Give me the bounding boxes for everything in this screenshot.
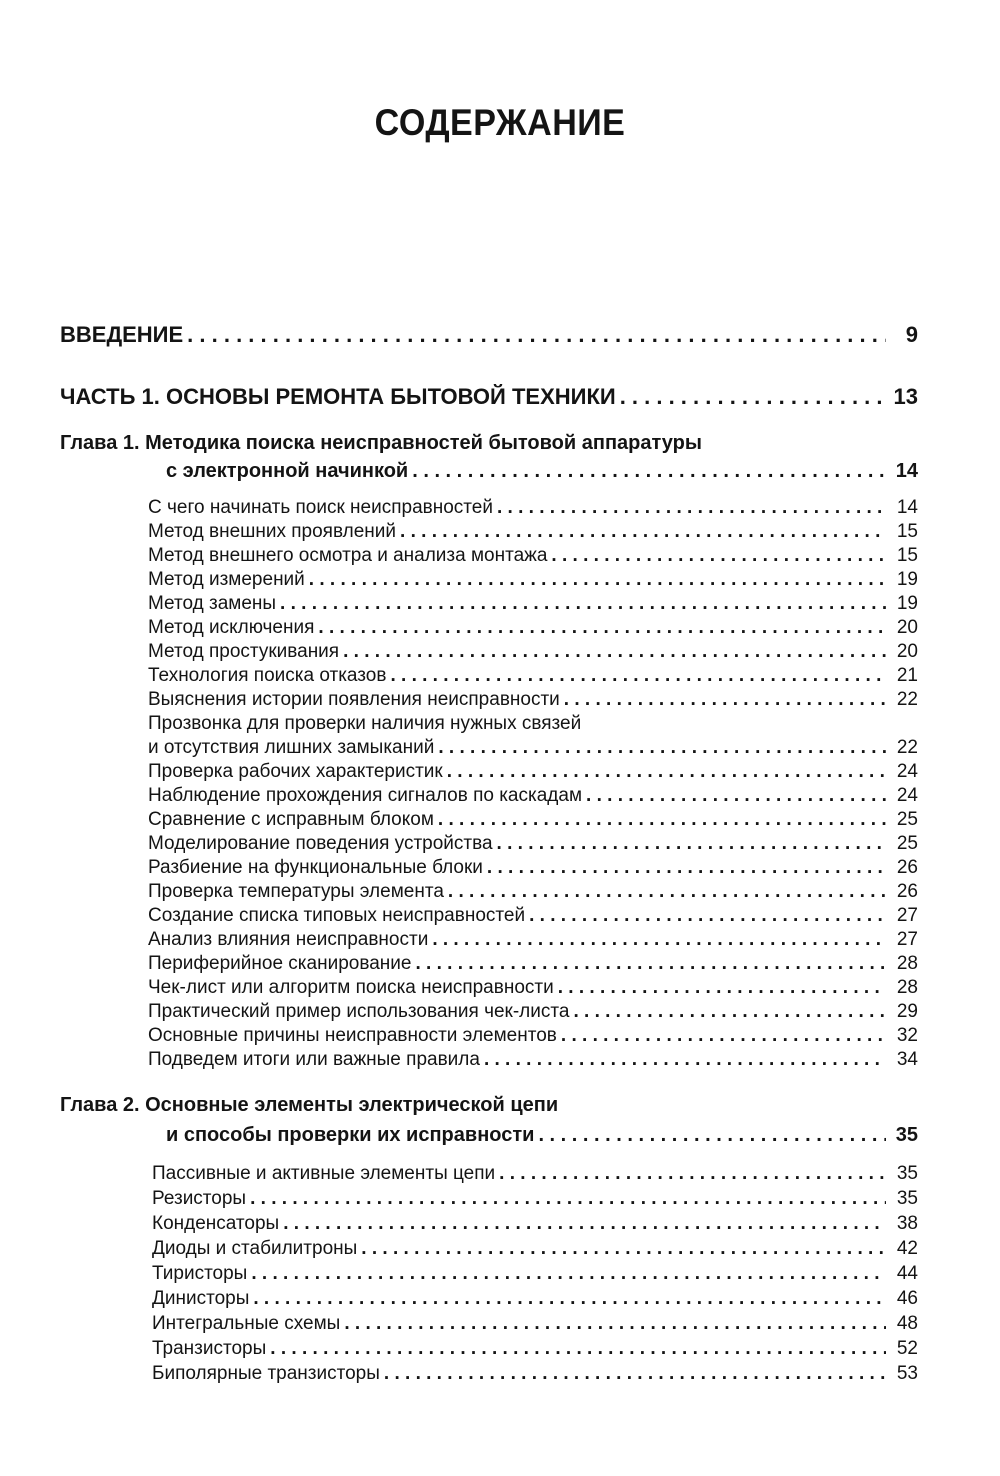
toc-item[interactable]: Метод исключения . . . 20	[148, 617, 918, 639]
toc-item[interactable]: Тиристоры . . . 44	[152, 1263, 918, 1285]
toc-entry-chapter2[interactable]	[166, 1124, 918, 1147]
toc-item[interactable]: Интегральные схемы . . . 48	[152, 1313, 918, 1335]
chapter2-title-line1[interactable]: Глава 2. Основные элементы электрической цепи	[60, 1094, 559, 1116]
toc-entry-title: с электронной начинкой	[166, 460, 409, 482]
toc-item[interactable]: и отсутствия лишних замыканий . . . 22	[148, 737, 918, 759]
toc-entry-chapter1[interactable]	[166, 460, 918, 483]
toc-item[interactable]: Конденсаторы . . . 38	[152, 1213, 918, 1235]
toc-item[interactable]: Проверка рабочих характеристик . . . 24	[148, 761, 918, 783]
toc-entry-page: 35	[895, 1124, 918, 1146]
toc-item[interactable]: Сравнение с исправным блоком . . . 25	[148, 809, 918, 831]
toc-item[interactable]: Создание списка типовых неисправностей . . . 27	[148, 905, 918, 927]
toc-item[interactable]: Диоды и стабилитроны . . . 42	[152, 1238, 918, 1260]
toc-item[interactable]: С чего начинать поиск неисправностей . . . 14	[148, 497, 918, 519]
chapter1-title-line1[interactable]: Глава 1. Методика поиска неисправностей бытовой аппаратуры	[60, 432, 702, 454]
toc-entry-title: и способы проверки их исправности	[166, 1124, 535, 1146]
toc-item[interactable]: Периферийное сканирование . . . 28	[148, 953, 918, 975]
toc-item[interactable]: Биполярные транзисторы . . . 53	[152, 1363, 918, 1385]
toc-item[interactable]: Технология поиска отказов . . . 21	[148, 665, 918, 687]
toc-item[interactable]: Анализ влияния неисправности . . . 27	[148, 929, 918, 951]
toc-item[interactable]: Метод внешних проявлений . . . 15	[148, 521, 918, 543]
toc-item-line1[interactable]: Прозвонка для проверки наличия нужных связей	[148, 713, 582, 734]
toc-item[interactable]: Наблюдение прохождения сигналов по каскадам . . . 24	[148, 785, 918, 807]
toc-item[interactable]: Метод замены . . . 19	[148, 593, 918, 615]
toc-entry-page: 14	[895, 460, 918, 482]
toc-item[interactable]: Практический пример использования чек-листа . . . 29	[148, 1001, 918, 1023]
toc-item[interactable]: Подведем итоги или важные правила . . . 34	[148, 1049, 918, 1071]
toc-entry-page: 13	[893, 384, 918, 409]
page-title: СОДЕРЖАНИЕ	[374, 102, 626, 143]
toc-item[interactable]: Выяснения истории появления неисправности . . . 22	[148, 689, 918, 711]
toc-item[interactable]: Метод измерений . . . 19	[148, 569, 918, 591]
toc-item[interactable]: Динисторы . . . 46	[152, 1288, 918, 1310]
toc-entry-title: ЧАСТЬ 1. ОСНОВЫ РЕМОНТА БЫТОВОЙ ТЕХНИКИ	[60, 384, 616, 409]
toc-entry-page: 9	[905, 322, 918, 347]
toc-item[interactable]: Основные причины неисправности элементов . . . 32	[148, 1025, 918, 1047]
toc-entry-part1[interactable]	[60, 384, 918, 410]
toc-item[interactable]: Пассивные и активные элементы цепи . . . 35	[152, 1163, 918, 1185]
toc-item[interactable]: Проверка температуры элемента . . . 26	[148, 881, 918, 903]
toc-entry-intro[interactable]	[60, 322, 918, 348]
toc-item[interactable]: Разбиение на функциональные блоки . . . 26	[148, 857, 918, 879]
toc-item[interactable]: Метод внешнего осмотра и анализа монтажа . . . 15	[148, 545, 918, 567]
toc-entry-title: ВВЕДЕНИЕ	[60, 322, 184, 347]
toc-item[interactable]: Транзисторы . . . 52	[152, 1338, 918, 1360]
toc-item[interactable]: Чек-лист или алгоритм поиска неисправности . . . 28	[148, 977, 918, 999]
toc-item[interactable]: Резисторы . . . 35	[152, 1188, 918, 1210]
toc-item[interactable]: Моделирование поведения устройства . . . 25	[148, 833, 918, 855]
toc-item[interactable]: Метод простукивания . . . 20	[148, 641, 918, 663]
